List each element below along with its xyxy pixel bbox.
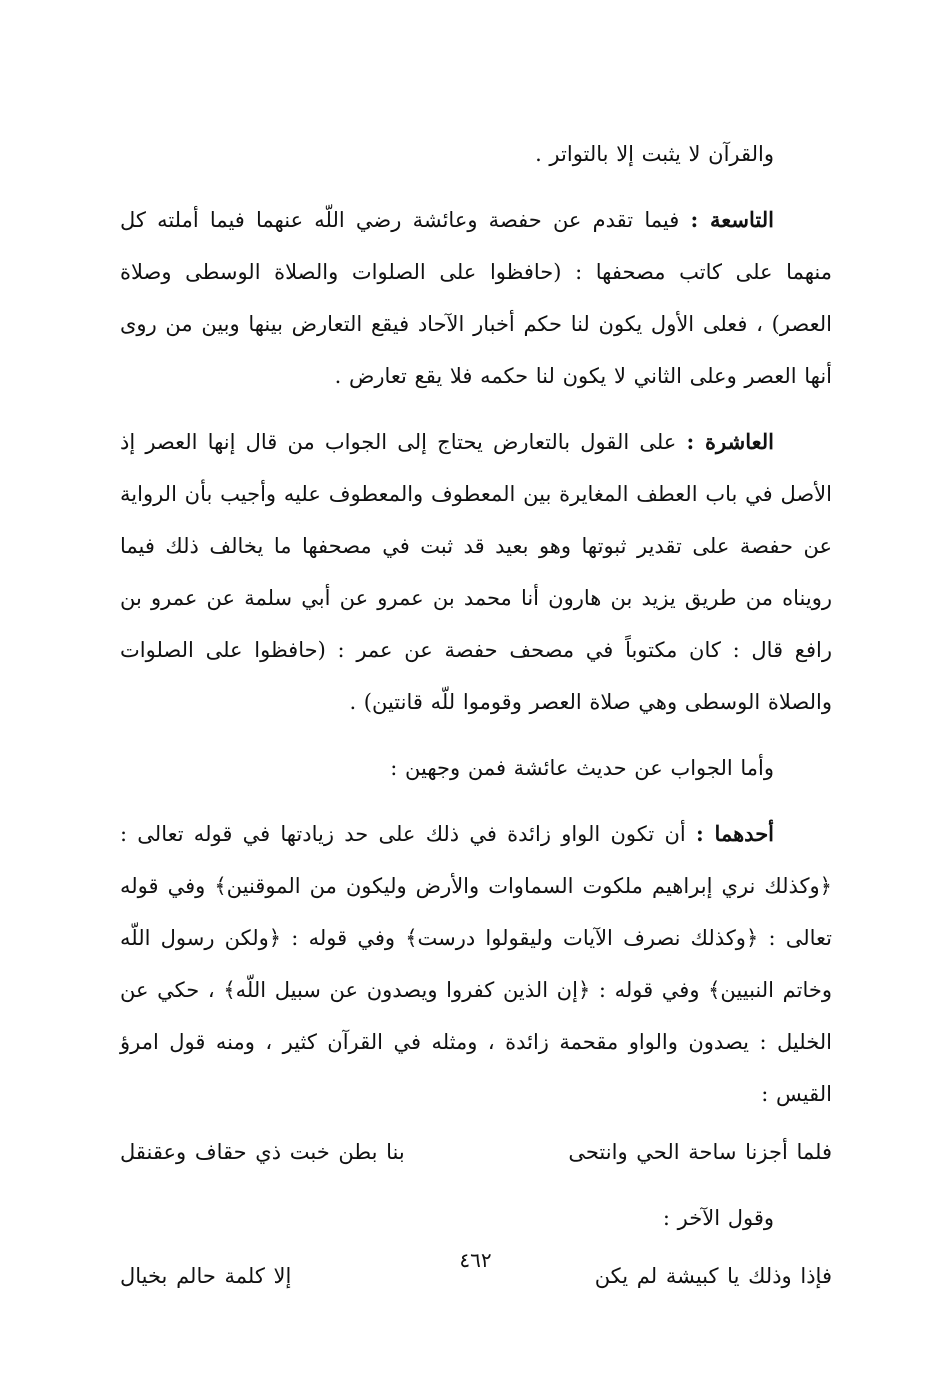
paragraph-1 [120,128,832,180]
paragraph-2-heading: التاسعة : [690,207,774,232]
paragraph-5-heading: أحدهما : [695,821,775,846]
paragraph-4 [120,742,832,794]
paragraph-2-text: فيما تقدم عن حفصة وعائشة رضي اللّه عنهما فيما أملته كل منهما على كاتب مصحفها : (حافظوا على الصلوات والصلاة الوسطى وصلاة العصر) ، فعلى الأول يكون لنا حكم أخبار الآحاد فيقع التعارض بينها وبين من روى أنها العصر وعلى الثاني لا يكون لنا حكمه فلا يقع تعارض . [120,208,832,388]
paragraph-3-heading: العاشرة : [686,429,774,454]
verse-1-first-hemistich: فلما أجزنا ساحة الحي وانتحى [568,1140,832,1164]
paragraph-3-text: على القول بالتعارض يحتاج إلى الجواب من قال إنها العصر إذ الأصل في باب العطف المغايرة بين المعطوف والمعطوف عليه وأجيب بأن الرواية عن حفصة على تقدير ثبوتها وهو بعيد قد ثبت في مصحفها ما يخالف ذلك فيما رويناه من طريق يزيد بن هارون أنا محمد بن عمرو عن أبي سلمة عن عمرو بن رافع قال : كان مكتوباً في مصحف حفصة عن عمر : (حافظوا على الصلوات والصلاة الوسطى وهي صلاة العصر وقوموا للّه قانتين) . [120,430,832,714]
paragraph-3 [120,416,832,728]
paragraph-2 [120,194,832,402]
page-number: ٤٦٢ [459,1248,492,1272]
page-body [120,128,832,1316]
paragraph-5-text: أن تكون الواو زائدة في ذلك على حد زيادتها في قوله تعالى : ﴿وكذلك نري إبراهيم ملكوت السماوات والأرض وليكون من الموقنين﴾ وفي قوله تعالى : ﴿وكذلك نصرف الآيات وليقولوا درست﴾ وفي قوله : ﴿ولكن رسول اللّه وخاتم النبيين﴾ وفي قوله : ﴿إن الذين كفروا ويصدون عن سبيل اللّه﴾ ، حكي عن الخليل : يصدون والواو مقحمة زائدة ، ومثله في القرآن كثير ، ومنه قول امرؤ القيس : [120,822,832,1106]
paragraph-1-text: والقرآن لا يثبت إلا بالتواتر . [535,142,774,166]
verse-2-first-hemistich: فإذا وذلك يا كبيشة لم يكن [594,1264,832,1288]
verse-1-second-hemistich: بنا بطن خبت ذي حقاف وعقنقل [120,1140,405,1164]
paragraph-6-text: وقول الآخر : [662,1206,774,1230]
paragraph-4-text: وأما الجواب عن حديث عائشة فمن وجهين : [390,756,774,780]
paragraph-6 [120,1192,832,1244]
paragraph-5 [120,808,832,1120]
poem-verse-1 [120,1126,832,1178]
verse-2-second-hemistich: إلا كلمة حالم بخيال [120,1264,292,1288]
